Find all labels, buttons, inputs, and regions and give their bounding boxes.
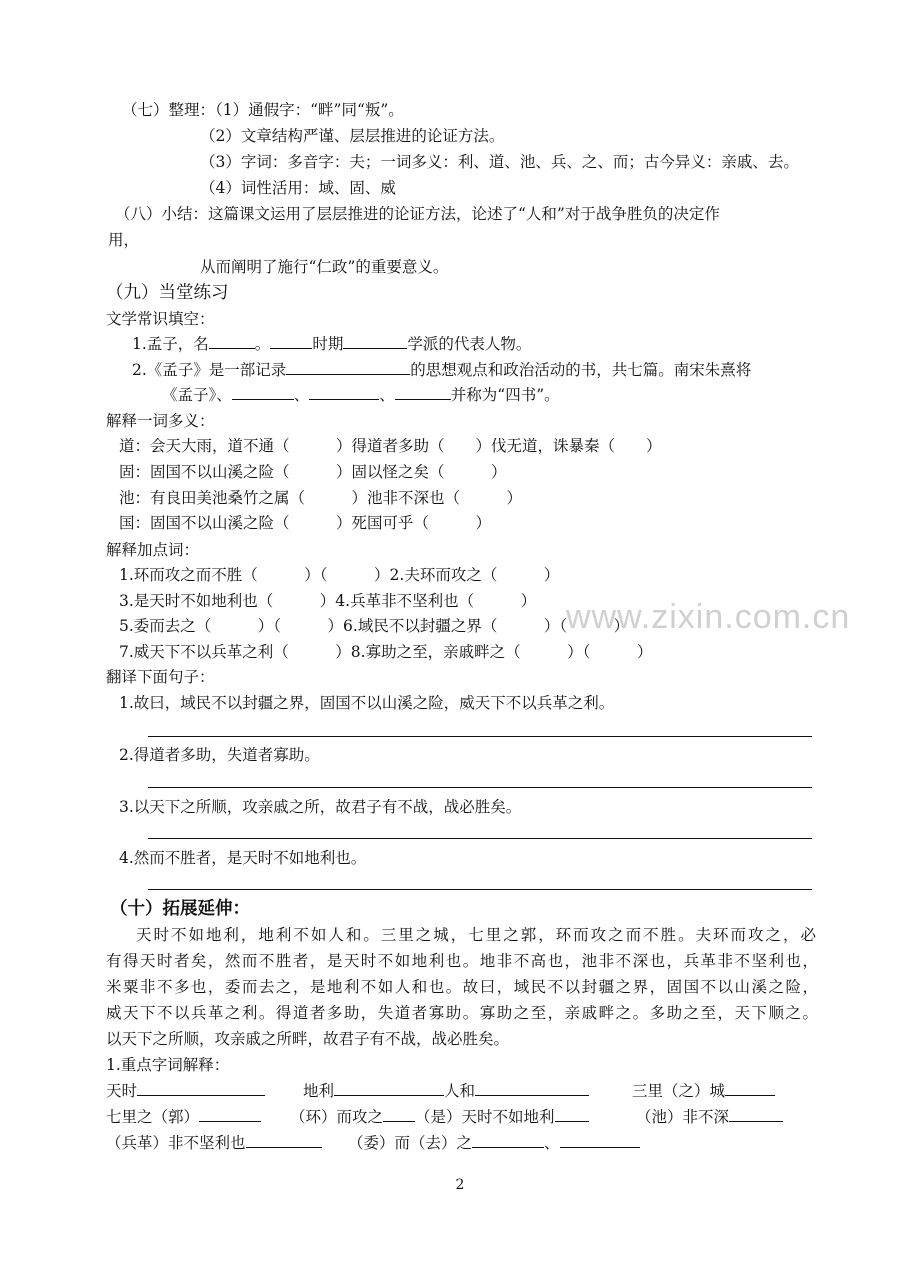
blank-field[interactable]: [560, 1132, 640, 1148]
blank-field[interactable]: [232, 384, 294, 400]
translate-heading: 翻译下面句子：: [106, 668, 215, 686]
section8-line2: 用，: [108, 231, 140, 249]
section8-line3: 从而阐明了施行“仁政”的重要意义。: [200, 258, 449, 276]
keyword-dili: 地利 人和: [303, 1080, 589, 1102]
polysemy-item: 固：固国不以山溪之险（ ）固以怪之矣（ ）: [119, 463, 507, 481]
section9-title: （九）当堂练习: [106, 283, 229, 303]
blank-field[interactable]: [343, 333, 407, 349]
polysemy-heading: 解释一词多义：: [106, 412, 215, 430]
dotted-word-item: 3.是天时不如地利也（ ）4.兵革非不坚利也（ ）: [119, 592, 537, 610]
translate-sentence: 4.然而不胜者，是天时不如地利也。: [119, 849, 367, 867]
keyword-wei-qu: （委）而（去）之 、: [348, 1132, 640, 1154]
blank-field[interactable]: [334, 1080, 444, 1096]
blank-field[interactable]: [475, 1080, 589, 1096]
section7-line2: （2）文章结构严谨、层层推进的论证方法。: [200, 127, 505, 145]
passage-line: 天时不如地利，地利不如人和。三里之城，七里之郭，环而攻之而不胜。夫环而攻之，必: [136, 926, 816, 944]
translate-sentence: 1.故曰，域民不以封疆之界，固国不以山溪之险，威天下不以兵革之利。: [119, 694, 615, 712]
dotted-words-heading: 解释加点词：: [106, 541, 200, 559]
literature-heading: 文学常识填空：: [106, 310, 215, 328]
polysemy-item: 国：固国不以山溪之险（ ）死国可乎（ ）: [119, 514, 492, 532]
keyword-heading: 1.重点字词解释：: [106, 1056, 230, 1074]
answer-line[interactable]: [148, 889, 812, 890]
passage-line: 米粟非不多也，委而去之，是地利不如人和也。故曰，域民不以封疆之界，固国不以山溪之险，: [106, 978, 818, 996]
section10-title: （十）拓展延伸：: [110, 899, 250, 919]
blank-field[interactable]: [199, 1106, 261, 1122]
answer-line[interactable]: [148, 838, 812, 839]
keyword-chi: （池）非不深: [636, 1106, 783, 1128]
blank-field[interactable]: [383, 1106, 415, 1122]
blank-field[interactable]: [137, 1080, 265, 1096]
dotted-word-item: 1.环而攻之而不胜（ ）（ ）2.夫环而攻之（ ）: [119, 566, 560, 584]
blank-field[interactable]: [209, 333, 255, 349]
blank-field[interactable]: [309, 384, 379, 400]
section8-line1: （八）小结：这篇课文运用了层层推进的论证方法，论述了“人和”对于战争胜负的决定作: [115, 205, 720, 223]
section7-line4: （4）词性活用：域、固、威: [200, 179, 396, 197]
keyword-bingge: （兵革）非不坚利也: [106, 1132, 322, 1154]
passage-line: 以天下之所顺，攻亲戚之所畔，故君子有不战，战必胜矣。: [106, 1030, 510, 1048]
passage-line: 威天下不以兵革之利。得道者多助，失道者寡助。寡助之至，亲戚畔之。多助之至，天下顺之。: [106, 1004, 818, 1022]
passage-line: 有得天时者矣，然而不胜者，是天时不如地利也。地非不高也，池非不深也，兵革非不坚利也，: [106, 952, 818, 970]
blank-field[interactable]: [555, 1106, 589, 1122]
blank-field[interactable]: [729, 1106, 783, 1122]
blank-field[interactable]: [246, 1132, 322, 1148]
polysemy-item: 池：有良田美池桑竹之属（ ）池非不深也（ ）: [119, 489, 523, 507]
keyword-sanli: 三里（之）城: [632, 1080, 775, 1102]
translate-sentence: 2.得道者多助，失道者寡助。: [119, 746, 320, 764]
keyword-huan: （环）而攻之 （是）天时不如地利: [290, 1106, 589, 1128]
keyword-qili: 七里之（郭）: [106, 1106, 261, 1128]
section7-line3: （3）字词：多音字：夫；一词多义：利、道、池、兵、之、而；古今异义：亲戚、去。: [200, 153, 799, 171]
translate-sentence: 3.以天下之所顺，攻亲戚之所，故君子有不战，战必胜矣。: [119, 798, 522, 816]
page-number: 2: [455, 1177, 465, 1193]
blank-field[interactable]: [472, 1132, 544, 1148]
literature-question-2-cont: 《孟子》、 、 、 并称为“四书”。: [162, 386, 560, 404]
dotted-word-item: 7.威天下不以兵革之利（ ）8.寡助之至，亲戚畔之（ ）（ ）: [119, 643, 653, 661]
blank-field[interactable]: [725, 1080, 775, 1096]
literature-question-1: 1.孟子，名 。 时期 学派的代表人物。: [132, 335, 532, 353]
answer-line[interactable]: [148, 736, 812, 737]
dotted-word-item: 5.委而去之（ ）（ ）6.域民不以封疆之界（ ）（ ）: [119, 617, 630, 635]
keyword-tianshi: 天时: [106, 1080, 265, 1102]
blank-field[interactable]: [270, 333, 312, 349]
watermark: www.zixin.com.cn: [566, 598, 851, 636]
literature-question-2: 2.《孟子》是一部记录 的思想观点和政治活动的书，共七篇。南宋朱熹将: [132, 361, 752, 379]
blank-field[interactable]: [395, 384, 451, 400]
polysemy-item: 道：会天大雨，道不通（ ）得道者多助（ ）伐无道，诛暴秦（ ）: [119, 437, 662, 455]
blank-field[interactable]: [286, 359, 410, 375]
answer-line[interactable]: [148, 787, 812, 788]
section7-line1: （七）整理：（1）通假字：“畔”同“叛”。: [122, 101, 404, 119]
